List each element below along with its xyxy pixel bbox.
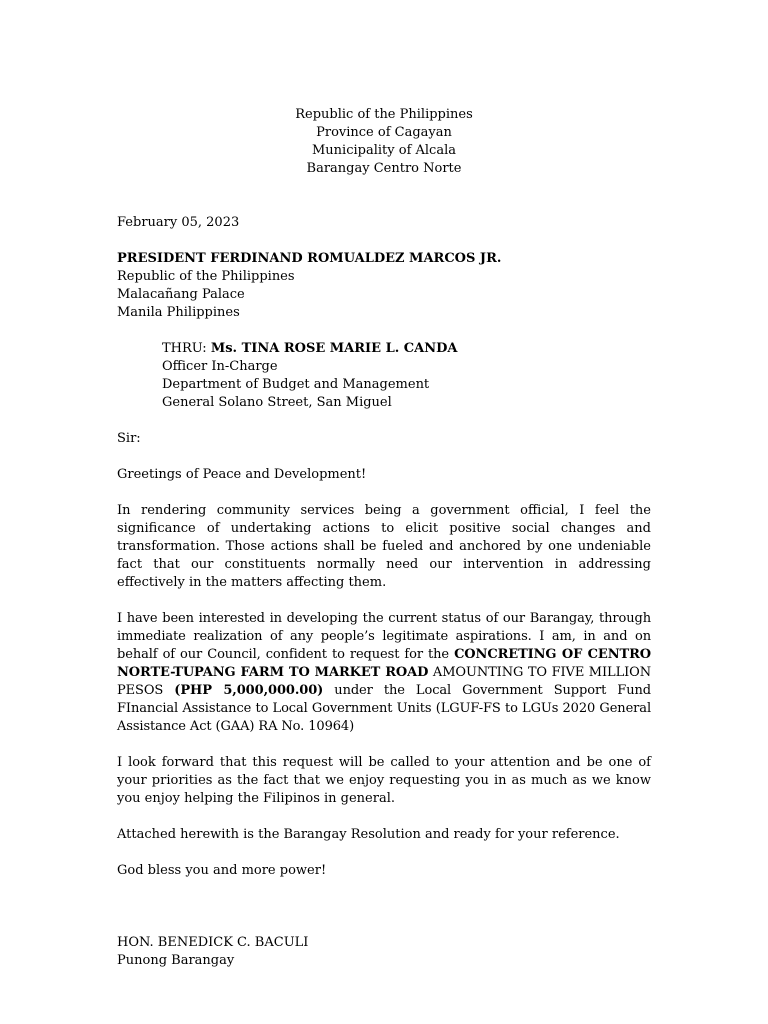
addressee-block bbox=[117, 250, 651, 322]
letterhead-line-barangay: Barangay Centro Norte bbox=[306, 161, 462, 176]
para2-text-3: under the Local Government Support Fund FInancial Assistance to Local Government Units (LGUF-FS to LGUs 2020 General Assistance Act (GAA) RA No. 10964) bbox=[117, 683, 651, 734]
signatory-name: HON. BENEDICK C. BACULI bbox=[117, 935, 309, 950]
thru-line-1: Officer In-Charge bbox=[162, 359, 278, 374]
thru-line-2: Department of Budget and Management bbox=[162, 377, 430, 392]
letterhead bbox=[117, 106, 651, 178]
addressee-name: PRESIDENT FERDINAND ROMUALDEZ MARCOS JR. bbox=[117, 251, 502, 266]
para2-amount: (PHP 5,000,000.00) bbox=[174, 683, 324, 698]
para2-text-2: AMOUNTING TO FIVE MILLION PESOS bbox=[117, 665, 651, 698]
addressee-line-1: Republic of the Philippines bbox=[117, 269, 295, 284]
para2-project-title: CONCRETING OF CENTRO NORTE-TUPANG FARM TO MARKET ROAD bbox=[117, 647, 652, 680]
signatory-title: Punong Barangay bbox=[117, 953, 235, 968]
letter-page bbox=[117, 106, 651, 970]
body-paragraph-1: In rendering community services being a government official, I feel the significance of undertaking actions to elicit positive social changes and transformation. Those actions shall be fueled and anchored by one undeniable fact that our constituents normally need our intervention in addressing effectively in the matters affecting them. bbox=[117, 503, 651, 590]
thru-line bbox=[162, 340, 651, 358]
body-paragraph-4: Attached herewith is the Barangay Resolution and ready for your reference. bbox=[117, 827, 620, 842]
letterhead-line-country: Republic of the Philippines bbox=[295, 107, 473, 122]
greeting: Greetings of Peace and Development! bbox=[117, 467, 367, 482]
addressee-line-3: Manila Philippines bbox=[117, 305, 240, 320]
closing-line: God bless you and more power! bbox=[117, 863, 327, 878]
letterhead-line-province: Province of Cagayan bbox=[316, 125, 452, 140]
thru-prefix: THRU: bbox=[162, 341, 211, 356]
salutation: Sir: bbox=[117, 431, 141, 446]
letter-date: February 05, 2023 bbox=[117, 215, 240, 230]
body-paragraph-3: I look forward that this request will be called to your attention and be one of your priorities as the fact that we enjoy requesting you in as much as we know you enjoy helping the Filipinos in general. bbox=[117, 755, 651, 806]
signature-block bbox=[117, 934, 651, 970]
thru-block bbox=[162, 340, 651, 412]
thru-line-3: General Solano Street, San Miguel bbox=[162, 395, 392, 410]
letterhead-line-municipality: Municipality of Alcala bbox=[312, 143, 456, 158]
para2-text-1: I have been interested in developing the current status of our Barangay, through immediate realization of any people’s legitimate aspirations. I am, in and on behalf of our Council, confident to request for the bbox=[117, 611, 651, 662]
body-paragraph-2 bbox=[117, 610, 651, 736]
addressee-line-2: Malacañang Palace bbox=[117, 287, 245, 302]
thru-name: Ms. TINA ROSE MARIE L. CANDA bbox=[210, 341, 458, 356]
